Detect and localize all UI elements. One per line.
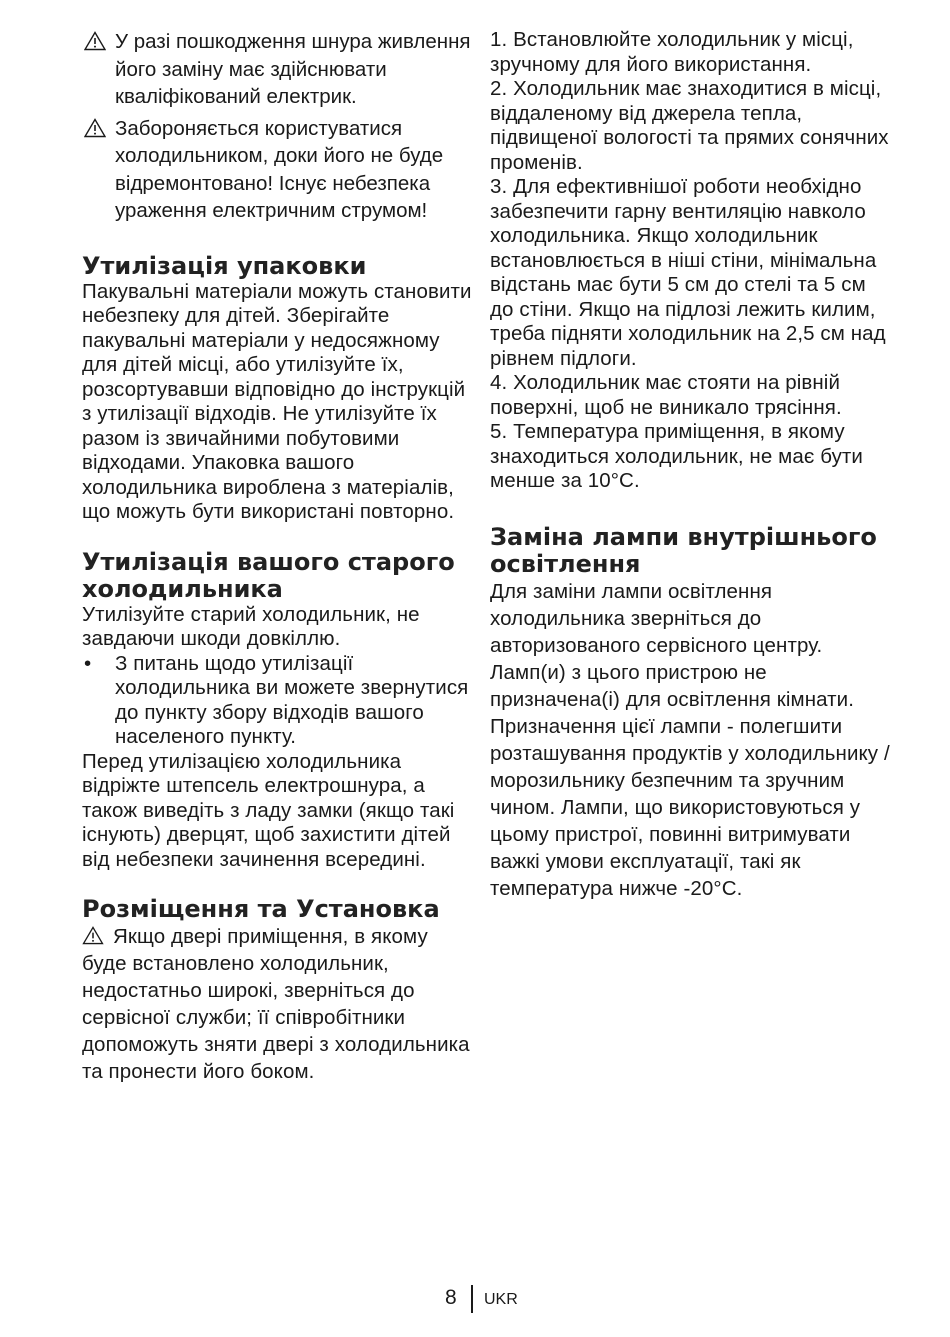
warning-electric-shock [82, 115, 477, 225]
language-code: UKR [484, 1291, 518, 1308]
warning-text: Забороняється користуватися холодильником, доки його не буде відремонтовано! Існує небезпека ураження електричним струмом! [115, 116, 444, 222]
install-step-4: 4. Холодильник має стояти на рівній поверхні, щоб не виникало трясіння. [490, 371, 842, 419]
warning-triangle-icon [84, 31, 106, 51]
footer-divider [471, 1285, 473, 1313]
lamp-text: Для заміни лампи освітлення холодильника зверніться до авторизованого сервісного центру. Ламп(и) з цього пристрою не призначена(і) для освітлення кімнати. Призначення цієї лампи - полегшити розташування продуктів у холодильнику / морозильнику безпечним та зручним чином. Лампи, що використовуються у цьому пристрої, повинні витримувати важкі умови експлуатації, такі як температура нижче -20°С. [490, 579, 890, 900]
old-fridge-heading [82, 549, 477, 603]
left-column [82, 28, 477, 1085]
bullet-mark: • [84, 651, 92, 675]
old-fridge-intro: Утилізуйте старий холодильник, не завдаючи шкоди довкіллю. [82, 602, 420, 650]
packaging-heading: Утилізація упаковки [82, 251, 367, 280]
install-step-1: 1. Встановлюйте холодильник у місці, зручному для його використання. [490, 28, 854, 76]
warning-text: У разі пошкодження шнура живлення його заміну має здійснювати кваліфікований електрик. [115, 30, 471, 108]
old-fridge-heading-line1: Утилізація вашого старого [82, 547, 455, 576]
placement-heading: Розміщення та Установка [82, 895, 440, 923]
right-column [490, 28, 890, 902]
placement-warning-text: Якщо двері приміщення, в якому буде встановлено холодильник, недостатньо широкі, зверніться до сервісної служби; її співробітники допоможуть зняти двері з холодильника та пронести його боком. [82, 925, 470, 1083]
old-fridge-bullet [82, 652, 477, 750]
old-fridge-heading-line2: холодильника [82, 574, 283, 603]
page-footer [0, 1285, 950, 1315]
lamp-heading-line2: освітлення [490, 549, 641, 578]
bullet-text: З питань щодо утилізації холодильника ви можете звернутися до пункту збору відходів вашого населеного пункту. [115, 651, 469, 748]
old-fridge-text: Перед утилізацією холодильника відріжте штепсель електрошнура, а також виведіть з ладу замки (якщо такі існують) дверцят, щоб захистити дітей від небезпеки зачинення всередині. [82, 749, 455, 871]
install-step-5: 5. Температура приміщення, в якому знаходиться холодильник, не має бути менше за 10°С. [490, 420, 863, 492]
packaging-text: Пакувальні матеріали можуть становити небезпеку для дітей. Зберігайте пакувальні матеріали у недосяжному для дітей місці, або утилізуйте їх, розсортувавши відповідно до інструкцій з утилізації відходів. Не утилізуйте їх разом із звичайними побутовими відходами. Упаковка вашого холодильника вироблена з матеріалів, що можуть бути використані повторно. [82, 279, 472, 523]
lamp-heading-line1: Заміна лампи внутрішнього [490, 522, 877, 551]
warning-triangle-icon [84, 118, 106, 138]
page-number: 8 [445, 1286, 457, 1309]
placement-warning [82, 923, 477, 1085]
install-step-2: 2. Холодильник має знаходитися в місці, віддаленому від джерела тепла, підвищеної вологості та прямих сонячних променів. [490, 77, 889, 174]
warning-power-cord [82, 28, 477, 111]
install-step-3: 3. Для ефективнішої роботи необхідно забезпечити гарну вентиляцію навколо холодильника. Якщо холодильник встановлюється в ніші стіни, мінімальна відстань має бути 5 см до стелі та 5 см до стіни. Якщо на підлозі лежить килим, треба підняти холодильник на 2,5 см над рівнем підлоги. [490, 175, 886, 370]
warning-triangle-icon [82, 926, 104, 945]
lamp-heading [490, 524, 890, 578]
